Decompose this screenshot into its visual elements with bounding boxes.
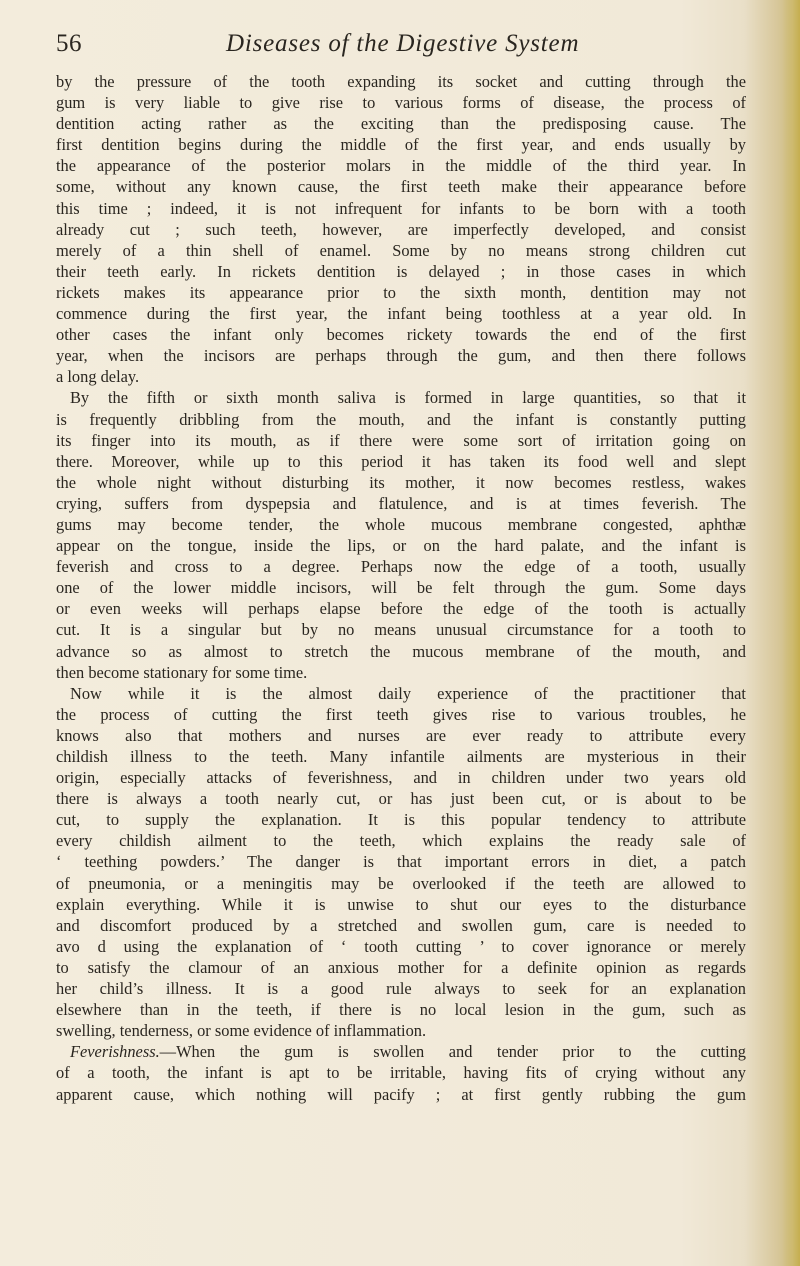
body-text: [56, 71, 746, 1105]
text-line: feverish and cross to a degree. Perhaps now the edge of a tooth, usually: [56, 557, 746, 577]
text-line: knows also that mothers and nurses are ever ready to attribute every: [56, 725, 746, 745]
text-line: elsewhere than in the teeth, if there is no local lesion in the gum, such as: [56, 1000, 746, 1020]
paragraph: [56, 387, 746, 682]
text-line: other cases the infant only becomes rickety towards the end of the first: [56, 325, 746, 345]
text-line: childish illness to the teeth. Many infantile ailments are mysterious in their: [56, 747, 746, 766]
text-line: origin, especially attacks of feverishness, and in children under two years old: [56, 768, 746, 788]
text-line: their teeth early. In rickets dentition is delayed ; in those cases in which: [56, 261, 746, 281]
text-line: or even weeks will perhaps elapse before the edge of the tooth is actually: [56, 599, 746, 619]
text-line: cut, to supply the explanation. It is this popular tendency to attribute: [56, 810, 746, 830]
text-line: first dentition begins during the middle of the first year, and ends usually by: [56, 135, 746, 155]
text-line: rickets makes its appearance prior to the sixth month, dentition may not: [56, 282, 746, 302]
text-line: explain everything. While it is unwise to shut our eyes to the disturbance: [56, 894, 746, 914]
page-number: 56: [56, 30, 82, 57]
paragraph: [56, 683, 746, 1042]
text-line: year, when the incisors are perhaps through the gum, and then there follows: [56, 346, 746, 366]
text-line: her child’s illness. It is a good rule always to seek for an explanation: [56, 979, 746, 999]
text-line: merely of a thin shell of enamel. Some by no means strong children cut: [56, 240, 746, 260]
text-line: there. Moreover, while up to this period it has taken its food well and slept: [56, 451, 746, 471]
text-line: one of the lower middle incisors, will be felt through the gum. Some days: [56, 578, 746, 598]
text-line: gum is very liable to give rise to various forms of disease, the process of: [56, 93, 746, 113]
text-line: [56, 1041, 746, 1062]
text-line: there is always a tooth nearly cut, or has just been cut, or is about to be: [56, 789, 746, 809]
section-lead: Feverishness.: [70, 1042, 160, 1062]
text-line: avo d using the explanation of ‘ tooth cutting ’ to cover ignorance or merely: [56, 936, 746, 956]
text-line: crying, suffers from dyspepsia and flatulence, and is at times feverish. The: [56, 493, 746, 513]
text-line: dentition acting rather as the exciting than the predisposing cause. The: [56, 114, 746, 134]
text-line: the whole night without disturbing its mother, it now becomes restless, wakes: [56, 472, 746, 492]
text-line: and discomfort produced by a stretched and swollen gum, care is needed to: [56, 915, 746, 935]
text-line: already cut ; such teeth, however, are imperfectly developed, and consist: [56, 219, 746, 239]
text-line: its finger into its mouth, as if there were some sort of irritation going on: [56, 430, 746, 450]
text-line: Now while it is the almost daily experience of the practitioner that: [70, 683, 746, 703]
text-line: a long delay.: [56, 367, 140, 387]
text-line: appear on the tongue, inside the lips, or on the hard palate, and the infant is: [56, 536, 746, 556]
text-line: cut. It is a singular but by no means unusual circumstance for a tooth to: [56, 620, 746, 640]
page-header: [56, 30, 746, 64]
text-line: of a tooth, the infant is apt to be irritable, having fits of crying without any: [56, 1063, 746, 1083]
text-line: is frequently dribbling from the mouth, and the infant is constantly putting: [56, 409, 746, 429]
text-line: gums may become tender, the whole mucous membrane congested, aphthæ: [56, 514, 746, 534]
text-line: ‘ teething powders.’ The danger is that important errors in diet, a patch: [56, 852, 746, 872]
text-line: By the fifth or sixth month saliva is formed in large quantities, so that it: [70, 388, 746, 408]
text-line: apparent cause, which nothing will pacify ; at first gently rubbing the gum: [56, 1084, 746, 1104]
page-edge-shadow: [782, 0, 800, 1266]
text-line: commence during the first year, the infant being toothless at a year old. In: [56, 304, 746, 324]
text-line: advance so as almost to stretch the mucous membrane of the mouth, and: [56, 641, 746, 661]
text-line: to satisfy the clamour of an anxious mother for a definite opinion as regards: [56, 957, 746, 977]
text-line: then become stationary for some time.: [56, 662, 308, 682]
text-line: the process of cutting the first teeth gives rise to various troubles, he: [56, 704, 746, 724]
paragraph: [56, 1041, 746, 1104]
text-run: —When the gum is swollen and tender prior to the cutting: [159, 1042, 746, 1062]
text-line: by the pressure of the tooth expanding its socket and cutting through the: [56, 72, 746, 91]
running-head: Diseases of the Digestive System: [226, 30, 580, 57]
text-line: swelling, tenderness, or some evidence of inflammation.: [56, 1021, 427, 1041]
text-line: this time ; indeed, it is not infrequent for infants to be born with a tooth: [56, 198, 746, 218]
text-line: the appearance of the posterior molars in the middle of the third year. In: [56, 156, 746, 176]
text-line: some, without any known cause, the first teeth make their appearance before: [56, 177, 746, 197]
text-line: every childish ailment to the teeth, which explains the ready sale of: [56, 831, 746, 851]
text-line: of pneumonia, or a meningitis may be overlooked if the teeth are allowed to: [56, 873, 746, 893]
paragraph: [56, 71, 746, 387]
